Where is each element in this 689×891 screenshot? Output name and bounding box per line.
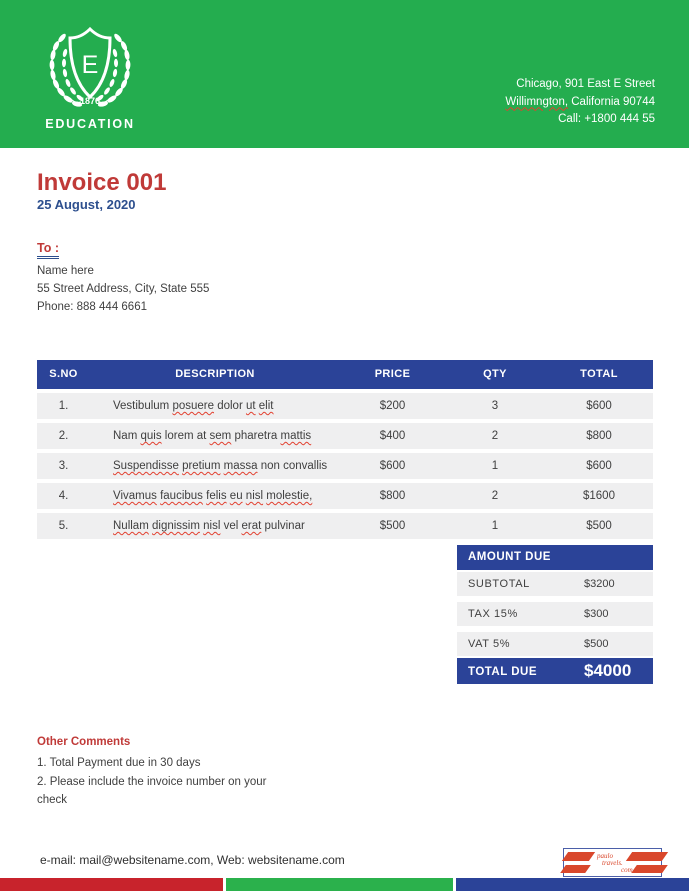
items-table-body [37,393,653,539]
amount-due-panel [457,545,653,684]
cell-description [90,483,340,509]
table-row [37,423,653,449]
footer-color-bars [0,878,689,891]
col-qty: QTY [483,368,507,380]
travel-logo-text: paulo [597,852,613,860]
svg-text:E: E [81,51,99,79]
misspelled-word: posuere [172,400,215,412]
misspelled-word: sem [209,430,232,442]
brand-name: EDUCATION [45,117,135,131]
misspelled-word: Willimngton, [505,95,569,108]
recipient-address: 55 Street Address, City, State 555 [37,283,210,295]
cell-sno: 5. [58,520,69,532]
cell-total: $800 [586,430,612,442]
summary-value: $500 [584,638,609,650]
table-row [37,453,653,479]
cell-description: Suspendisse pretium massa non convallis [113,460,328,472]
travel-logo-text: travels. [602,859,623,867]
summary-label: SUBTOTAL [468,578,530,590]
summary-row [457,572,653,596]
cell-description: Vestibulum posuere dolor ut elit [113,400,274,412]
cell-total: $500 [586,520,612,532]
recipient-block [37,262,209,316]
cell-qty: 3 [491,400,499,412]
cell-price: $200 [379,400,406,412]
items-table [37,360,653,539]
brand-logo [37,26,143,131]
footer-bar-red [0,878,223,891]
summary-value: $3200 [584,578,615,590]
travel-logo-stripe [562,852,595,861]
invoice-title: Invoice 001 [37,169,167,196]
to-label: To : [37,241,59,259]
education-crest-icon [37,26,143,106]
travel-logo-stripe [560,865,591,873]
misspelled-word: ut [245,400,256,412]
cell-total: $600 [586,460,612,472]
company-address [505,76,655,129]
col-total: TOTAL [580,368,618,380]
misspelled-word: Suspendisse [113,460,179,472]
travel-logo-text: com [621,866,633,874]
summary-label: VAT 5% [468,638,511,650]
comment-line: 2. Please include the invoice number on your [37,775,267,788]
cell-price: $400 [379,430,406,442]
misspelled-word: massa [223,460,258,472]
total-due-value: $4000 [584,661,632,680]
cell-qty: 2 [491,490,499,502]
company-phone: Call: +1800 444 55 [558,113,655,125]
company-address-line2: Willimngton, California 90744 [505,95,655,108]
cell-price: $600 [379,460,406,472]
table-row [37,393,653,419]
cell-total: $1600 [583,490,615,502]
col-sno: S.NO [49,368,78,380]
summary-label: TAX 15% [468,608,518,620]
cell-sno: 4. [58,490,69,502]
misspelled-word: molestie, [266,490,313,502]
cell-qty: 1 [491,460,499,472]
summary-row [457,602,653,626]
cell-description: Nam quis lorem at sem pharetra mattis [113,430,312,442]
misspelled-word: felis [206,490,227,502]
total-due-row [457,658,653,684]
other-comments-title: Other Comments [37,736,131,748]
misspelled-word: mattis [280,430,312,442]
cell-description: Nullam dignissim nisl vel erat pulvinar [113,520,305,532]
misspelled-word: nisl [245,490,264,502]
table-row [37,513,653,539]
travel-logo-stripe [631,865,668,873]
cell-price: $500 [379,520,406,532]
misspelled-word: quis [140,430,162,442]
travel-logo-stripe [626,852,668,861]
cell-total: $600 [586,400,612,412]
footer-contact: e-mail: mail@websitename.com, Web: websitename.com [40,853,345,867]
svg-text:1876: 1876 [79,96,101,106]
total-due-label: TOTAL DUE [468,666,538,678]
other-comments [37,736,397,806]
other-comments-lines [37,754,397,810]
travel-logo [563,848,662,877]
misspelled-word: Vivamus [113,490,157,502]
footer-bar-blue [456,878,689,891]
footer-bar-green [226,878,453,891]
company-address-line1: Chicago, 901 East E Street [516,78,655,90]
header-banner [0,0,689,148]
misspelled-word: dignissim [152,520,200,532]
summary-row [457,632,653,656]
cell-qty: 2 [491,430,499,442]
comment-line: check [37,794,68,806]
amount-due-rows [457,572,653,656]
comment-line: 1. Total Payment due in 30 days [37,757,201,769]
misspelled-word: erat [241,520,262,532]
misspelled-word: elit [258,400,274,412]
cell-sno: 3. [58,460,69,472]
table-row [37,483,653,509]
cell-price: $800 [379,490,406,502]
cell-qty: 1 [491,520,499,532]
items-table-header [37,360,653,389]
recipient-phone: Phone: 888 444 6661 [37,301,147,313]
invoice-date: 25 August, 2020 [37,197,136,212]
cell-sno: 2. [58,430,69,442]
amount-due-title: AMOUNT DUE [457,545,653,570]
summary-value: $300 [584,608,609,620]
cell-sno: 1. [58,400,69,412]
col-description: DESCRIPTION [175,368,255,380]
recipient-name: Name here [37,265,94,277]
misspelled-word: pretium [182,460,221,472]
misspelled-word: faucibus [160,490,203,502]
col-price: PRICE [374,368,411,380]
misspelled-word: nisl [203,520,221,532]
misspelled-word: Nullam [113,520,149,532]
misspelled-word: eu [229,490,243,502]
